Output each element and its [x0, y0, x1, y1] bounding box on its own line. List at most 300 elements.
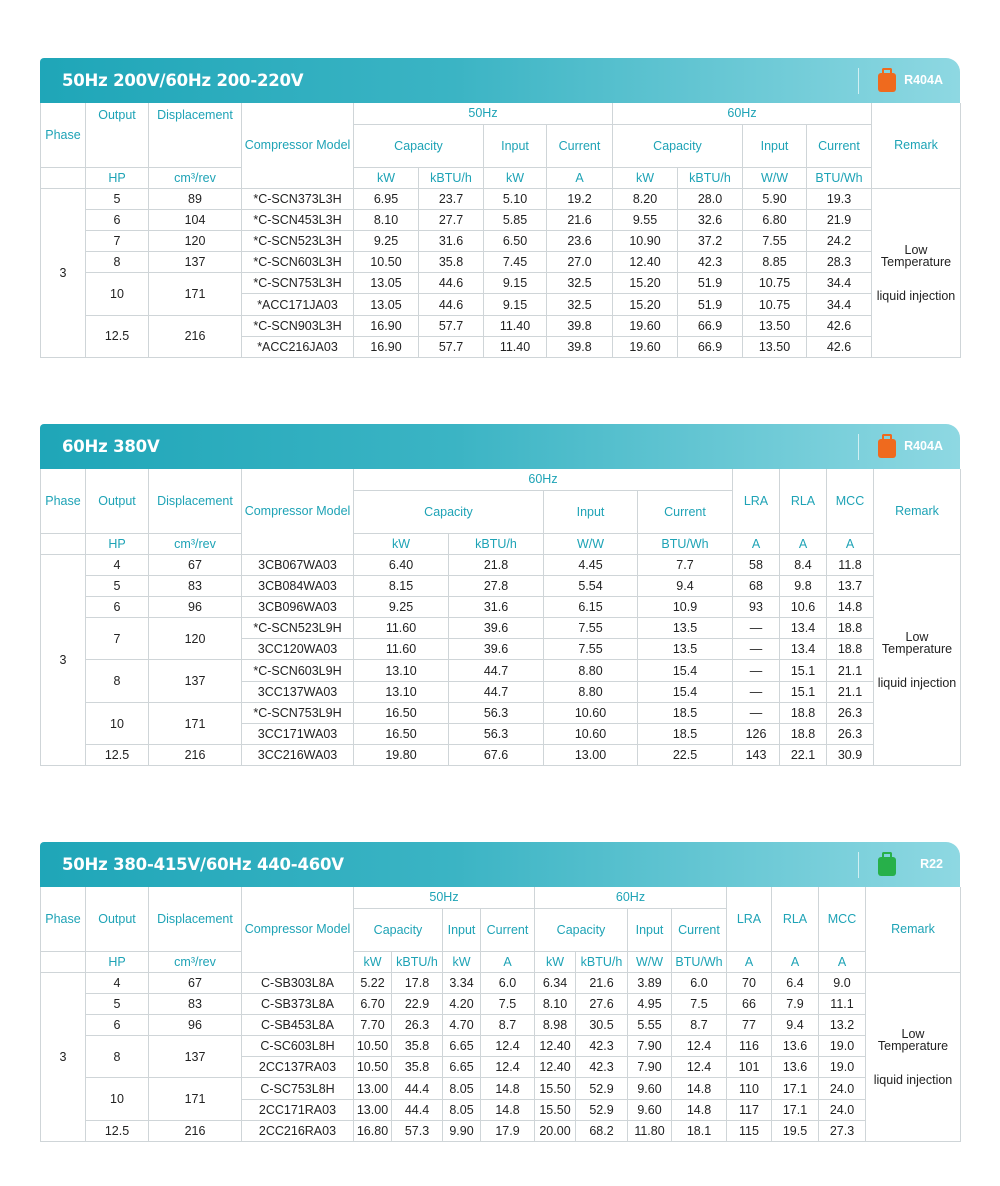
unit-a: A	[547, 167, 613, 188]
value-cell: 9.90	[443, 1120, 481, 1141]
value-cell: 32.6	[678, 209, 743, 230]
value-cell: 18.1	[672, 1120, 727, 1141]
hp-cell: 4	[86, 554, 149, 575]
value-cell: 13.10	[354, 681, 449, 702]
value-cell: 11.1	[819, 993, 866, 1014]
header-50hz: 50Hz	[354, 887, 535, 908]
unit-a: A	[827, 533, 874, 554]
value-cell: 13.50	[743, 315, 807, 336]
value-cell: 21.1	[827, 660, 874, 681]
model-cell: 3CC137WA03	[242, 681, 354, 702]
value-cell: 68.2	[576, 1120, 628, 1141]
hp-cell: 10	[86, 702, 149, 744]
gas-cylinder-icon	[878, 852, 896, 876]
value-cell: 13.4	[780, 639, 827, 660]
value-cell: 15.20	[613, 294, 678, 315]
header-output: Output	[86, 469, 149, 533]
value-cell: 12.4	[672, 1057, 727, 1078]
unit-kbtu: kBTU/h	[576, 951, 628, 972]
banner-divider	[858, 852, 859, 878]
remark-line: Low	[904, 242, 928, 257]
value-cell: 19.5	[772, 1120, 819, 1141]
unit-kw: kW	[484, 167, 547, 188]
value-cell: 44.7	[449, 681, 544, 702]
value-cell: 13.00	[354, 1099, 392, 1120]
value-cell: 27.8	[449, 575, 544, 596]
value-cell: 44.6	[419, 273, 484, 294]
table-section-2	[40, 424, 960, 766]
value-cell: 10.90	[613, 230, 678, 251]
value-cell: 34.4	[807, 273, 872, 294]
model-cell: *ACC216JA03	[242, 336, 354, 357]
value-cell: 26.3	[827, 702, 874, 723]
value-cell: 7.55	[743, 230, 807, 251]
value-cell: 19.60	[613, 315, 678, 336]
remark-line: liquid injection	[876, 288, 956, 303]
value-cell: 51.9	[678, 294, 743, 315]
value-cell: 57.7	[419, 336, 484, 357]
value-cell: 7.5	[672, 993, 727, 1014]
remark-line: liquid injection	[873, 1072, 953, 1087]
value-cell: 52.9	[576, 1099, 628, 1120]
unit-a: A	[772, 951, 819, 972]
value-cell: 13.6	[772, 1036, 819, 1057]
value-cell: —	[733, 681, 780, 702]
unit-kw: kW	[354, 167, 419, 188]
value-cell: 32.5	[547, 273, 613, 294]
unit-displacement: cm³/rev	[149, 951, 242, 972]
model-cell: C-SB373L8A	[242, 993, 354, 1014]
value-cell: 10.6	[780, 596, 827, 617]
value-cell: 28.3	[807, 252, 872, 273]
unit-btuwh: BTU/Wh	[807, 167, 872, 188]
value-cell: 143	[733, 745, 780, 766]
spec-table	[40, 887, 961, 1142]
header-current-50: Current	[481, 908, 535, 951]
value-cell: 10.50	[354, 252, 419, 273]
header-lra: LRA	[733, 469, 780, 533]
value-cell: 3.34	[443, 972, 481, 993]
table-title: 50Hz 380-415V/60Hz 440-460V	[62, 855, 344, 874]
unit-a: A	[819, 951, 866, 972]
value-cell: 6.50	[484, 230, 547, 251]
unit-hp: HP	[86, 533, 149, 554]
value-cell: 6.0	[672, 972, 727, 993]
header-current-60: Current	[638, 490, 733, 533]
unit-kw: kW	[443, 951, 481, 972]
header-displacement: Displacement	[149, 103, 242, 167]
value-cell: 18.8	[780, 702, 827, 723]
value-cell: 6.70	[354, 993, 392, 1014]
value-cell: 93	[733, 596, 780, 617]
model-cell: C-SB453L8A	[242, 1014, 354, 1035]
unit-cell	[41, 167, 86, 188]
value-cell: 6.0	[481, 972, 535, 993]
value-cell: 15.4	[638, 660, 733, 681]
displacement-cell: 216	[149, 315, 242, 357]
value-cell: 39.8	[547, 336, 613, 357]
value-cell: 44.4	[392, 1078, 443, 1099]
table-row	[41, 188, 961, 209]
remark-cell	[874, 554, 961, 766]
value-cell: 6.65	[443, 1036, 481, 1057]
value-cell: 7.70	[354, 1014, 392, 1035]
value-cell: 13.7	[827, 575, 874, 596]
value-cell: 39.6	[449, 618, 544, 639]
value-cell: 27.6	[576, 993, 628, 1014]
value-cell: 12.40	[535, 1057, 576, 1078]
spec-table	[40, 103, 961, 358]
value-cell: 44.7	[449, 660, 544, 681]
model-cell: *C-SCN753L9H	[242, 702, 354, 723]
displacement-cell: 137	[149, 660, 242, 702]
value-cell: 5.54	[544, 575, 638, 596]
model-cell: 3CC216WA03	[242, 745, 354, 766]
hp-cell: 6	[86, 596, 149, 617]
value-cell: 70	[727, 972, 772, 993]
value-cell: 31.6	[449, 596, 544, 617]
value-cell: 11.60	[354, 639, 449, 660]
hp-cell: 5	[86, 575, 149, 596]
value-cell: 21.6	[576, 972, 628, 993]
displacement-cell: 83	[149, 993, 242, 1014]
model-cell: 2CC171RA03	[242, 1099, 354, 1120]
value-cell: 7.5	[481, 993, 535, 1014]
displacement-cell: 171	[149, 1078, 242, 1120]
value-cell: 35.8	[392, 1036, 443, 1057]
header-capacity-50: Capacity	[354, 124, 484, 167]
value-cell: 6.40	[354, 554, 449, 575]
value-cell: 35.8	[419, 252, 484, 273]
value-cell: 23.6	[547, 230, 613, 251]
remark-cell	[866, 972, 961, 1142]
unit-kw: kW	[354, 533, 449, 554]
value-cell: 42.6	[807, 336, 872, 357]
value-cell: 110	[727, 1078, 772, 1099]
value-cell: 16.90	[354, 336, 419, 357]
value-cell: 8.7	[481, 1014, 535, 1035]
value-cell: 6.15	[544, 596, 638, 617]
value-cell: 12.40	[613, 252, 678, 273]
remark-cell	[872, 188, 961, 358]
model-cell: *C-SCN453L3H	[242, 209, 354, 230]
value-cell: 16.90	[354, 315, 419, 336]
table-row	[41, 596, 961, 617]
header-remark: Remark	[874, 469, 961, 554]
value-cell: 5.90	[743, 188, 807, 209]
table-row	[41, 1120, 961, 1141]
phase-cell: 3	[41, 554, 86, 766]
value-cell: 19.3	[807, 188, 872, 209]
value-cell: 13.00	[354, 1078, 392, 1099]
value-cell: 13.05	[354, 273, 419, 294]
value-cell: 21.8	[449, 554, 544, 575]
table-row	[41, 315, 961, 336]
unit-a: A	[780, 533, 827, 554]
value-cell: 66.9	[678, 315, 743, 336]
value-cell: 8.7	[672, 1014, 727, 1035]
unit-kw: kW	[354, 951, 392, 972]
value-cell: 18.5	[638, 724, 733, 745]
value-cell: 12.4	[481, 1057, 535, 1078]
unit-ww: W/W	[544, 533, 638, 554]
value-cell: 11.80	[628, 1120, 672, 1141]
table-row	[41, 972, 961, 993]
header-input-60: Input	[743, 124, 807, 167]
unit-kbtu: kBTU/h	[449, 533, 544, 554]
value-cell: 24.2	[807, 230, 872, 251]
header-input-60: Input	[628, 908, 672, 951]
value-cell: 57.7	[419, 315, 484, 336]
value-cell: 9.25	[354, 230, 419, 251]
model-cell: *C-SCN523L3H	[242, 230, 354, 251]
value-cell: 9.0	[819, 972, 866, 993]
table-row	[41, 1036, 961, 1057]
displacement-cell: 96	[149, 596, 242, 617]
gas-cylinder-icon	[878, 68, 896, 92]
table-row	[41, 1014, 961, 1035]
value-cell: 34.4	[807, 294, 872, 315]
unit-a: A	[733, 533, 780, 554]
displacement-cell: 96	[149, 1014, 242, 1035]
value-cell: 17.9	[481, 1120, 535, 1141]
displacement-cell: 67	[149, 554, 242, 575]
hp-cell: 8	[86, 252, 149, 273]
value-cell: 5.55	[628, 1014, 672, 1035]
unit-kw: kW	[613, 167, 678, 188]
value-cell: 8.4	[780, 554, 827, 575]
value-cell: 51.9	[678, 273, 743, 294]
value-cell: 6.65	[443, 1057, 481, 1078]
value-cell: 58	[733, 554, 780, 575]
model-cell: C-SC753L8H	[242, 1078, 354, 1099]
value-cell: 16.50	[354, 724, 449, 745]
value-cell: 13.5	[638, 639, 733, 660]
value-cell: 17.1	[772, 1099, 819, 1120]
value-cell: 27.0	[547, 252, 613, 273]
displacement-cell: 67	[149, 972, 242, 993]
value-cell: 9.8	[780, 575, 827, 596]
hp-cell: 4	[86, 972, 149, 993]
value-cell: 14.8	[672, 1099, 727, 1120]
value-cell: 35.8	[392, 1057, 443, 1078]
model-cell: 3CB084WA03	[242, 575, 354, 596]
table-row	[41, 230, 961, 251]
value-cell: 8.80	[544, 660, 638, 681]
value-cell: 13.50	[743, 336, 807, 357]
table-row	[41, 993, 961, 1014]
gas-cylinder-icon	[878, 434, 896, 458]
value-cell: 14.8	[481, 1099, 535, 1120]
table-section-3	[40, 842, 960, 1142]
value-cell: 39.6	[449, 639, 544, 660]
displacement-cell: 89	[149, 188, 242, 209]
value-cell: 31.6	[419, 230, 484, 251]
value-cell: 17.8	[392, 972, 443, 993]
table-row	[41, 745, 961, 766]
header-output: Output	[86, 103, 149, 167]
displacement-cell: 216	[149, 1120, 242, 1141]
value-cell: 27.3	[819, 1120, 866, 1141]
value-cell: 13.10	[354, 660, 449, 681]
header-output: Output	[86, 887, 149, 951]
phase-cell: 3	[41, 972, 86, 1142]
table-banner	[40, 424, 960, 469]
header-lra: LRA	[727, 887, 772, 951]
header-mcc: MCC	[819, 887, 866, 951]
value-cell: 115	[727, 1120, 772, 1141]
hp-cell: 10	[86, 273, 149, 315]
model-cell: *ACC171JA03	[242, 294, 354, 315]
hp-cell: 12.5	[86, 315, 149, 357]
value-cell: 8.10	[354, 209, 419, 230]
value-cell: 22.1	[780, 745, 827, 766]
value-cell: —	[733, 618, 780, 639]
refrigerant-label: R404A	[904, 73, 943, 87]
header-current-60: Current	[807, 124, 872, 167]
value-cell: 26.3	[392, 1014, 443, 1035]
value-cell: 21.9	[807, 209, 872, 230]
hp-cell: 7	[86, 230, 149, 251]
value-cell: 101	[727, 1057, 772, 1078]
value-cell: 9.4	[638, 575, 733, 596]
value-cell: 19.80	[354, 745, 449, 766]
header-input-50: Input	[443, 908, 481, 951]
unit-a: A	[481, 951, 535, 972]
value-cell: 15.50	[535, 1099, 576, 1120]
value-cell: 18.8	[780, 724, 827, 745]
header-rla: RLA	[772, 887, 819, 951]
value-cell: 20.00	[535, 1120, 576, 1141]
table-row	[41, 618, 961, 639]
value-cell: 52.9	[576, 1078, 628, 1099]
unit-ww: W/W	[628, 951, 672, 972]
hp-cell: 7	[86, 618, 149, 660]
value-cell: 14.8	[481, 1078, 535, 1099]
value-cell: 4.20	[443, 993, 481, 1014]
model-cell: 3CB096WA03	[242, 596, 354, 617]
value-cell: 9.25	[354, 596, 449, 617]
value-cell: 11.8	[827, 554, 874, 575]
value-cell: 10.60	[544, 702, 638, 723]
value-cell: 13.00	[544, 745, 638, 766]
value-cell: 11.60	[354, 618, 449, 639]
header-capacity-60: Capacity	[613, 124, 743, 167]
value-cell: 10.50	[354, 1057, 392, 1078]
header-capacity-60: Capacity	[535, 908, 628, 951]
value-cell: 42.3	[576, 1036, 628, 1057]
displacement-cell: 104	[149, 209, 242, 230]
value-cell: 6.95	[354, 188, 419, 209]
value-cell: 13.05	[354, 294, 419, 315]
value-cell: 22.5	[638, 745, 733, 766]
value-cell: 19.60	[613, 336, 678, 357]
phase-cell: 3	[41, 188, 86, 358]
unit-kw: kW	[535, 951, 576, 972]
value-cell: 30.5	[576, 1014, 628, 1035]
table-banner	[40, 842, 960, 887]
value-cell: 7.90	[628, 1057, 672, 1078]
model-cell: *C-SCN373L3H	[242, 188, 354, 209]
value-cell: 13.4	[780, 618, 827, 639]
value-cell: 4.45	[544, 554, 638, 575]
header-phase: Phase	[41, 887, 86, 951]
table-row	[41, 1078, 961, 1099]
header-capacity-50: Capacity	[354, 908, 443, 951]
displacement-cell: 83	[149, 575, 242, 596]
value-cell: 15.4	[638, 681, 733, 702]
header-phase: Phase	[41, 103, 86, 167]
value-cell: 66	[727, 993, 772, 1014]
refrigerant-label: R22	[920, 857, 943, 871]
value-cell: 8.85	[743, 252, 807, 273]
value-cell: 11.40	[484, 336, 547, 357]
header-remark: Remark	[866, 887, 961, 972]
unit-displacement: cm³/rev	[149, 533, 242, 554]
value-cell: 15.1	[780, 681, 827, 702]
value-cell: 44.4	[392, 1099, 443, 1120]
value-cell: 8.98	[535, 1014, 576, 1035]
unit-kbtu: kBTU/h	[419, 167, 484, 188]
value-cell: 9.15	[484, 273, 547, 294]
hp-cell: 10	[86, 1078, 149, 1120]
value-cell: 56.3	[449, 702, 544, 723]
unit-kbtu: kBTU/h	[678, 167, 743, 188]
unit-displacement: cm³/rev	[149, 167, 242, 188]
model-cell: *C-SCN523L9H	[242, 618, 354, 639]
displacement-cell: 120	[149, 618, 242, 660]
model-cell: 3CC120WA03	[242, 639, 354, 660]
table-row	[41, 702, 961, 723]
header-current-50: Current	[547, 124, 613, 167]
hp-cell: 6	[86, 1014, 149, 1035]
table-title: 60Hz 380V	[62, 437, 160, 456]
value-cell: 39.8	[547, 315, 613, 336]
header-rla: RLA	[780, 469, 827, 533]
table-row	[41, 575, 961, 596]
header-displacement: Displacement	[149, 887, 242, 951]
value-cell: 3.89	[628, 972, 672, 993]
value-cell: 116	[727, 1036, 772, 1057]
value-cell: 16.80	[354, 1120, 392, 1141]
header-50hz: 50Hz	[354, 103, 613, 124]
value-cell: 10.9	[638, 596, 733, 617]
value-cell: 8.10	[535, 993, 576, 1014]
header-mcc: MCC	[827, 469, 874, 533]
value-cell: 18.8	[827, 618, 874, 639]
unit-btuwh: BTU/Wh	[672, 951, 727, 972]
value-cell: —	[733, 702, 780, 723]
value-cell: 37.2	[678, 230, 743, 251]
value-cell: 26.3	[827, 724, 874, 745]
model-cell: C-SB303L8A	[242, 972, 354, 993]
value-cell: 6.34	[535, 972, 576, 993]
value-cell: 13.5	[638, 618, 733, 639]
value-cell: 28.0	[678, 188, 743, 209]
model-cell: *C-SCN753L3H	[242, 273, 354, 294]
value-cell: 22.9	[392, 993, 443, 1014]
value-cell: 11.40	[484, 315, 547, 336]
value-cell: 126	[733, 724, 780, 745]
remark-line: Temperature	[877, 1038, 949, 1053]
value-cell: 9.15	[484, 294, 547, 315]
value-cell: 56.3	[449, 724, 544, 745]
value-cell: 14.8	[827, 596, 874, 617]
remark-line: Temperature	[881, 641, 953, 656]
value-cell: 19.2	[547, 188, 613, 209]
header-compressor-model: Compressor Model	[242, 103, 354, 188]
table-row	[41, 660, 961, 681]
